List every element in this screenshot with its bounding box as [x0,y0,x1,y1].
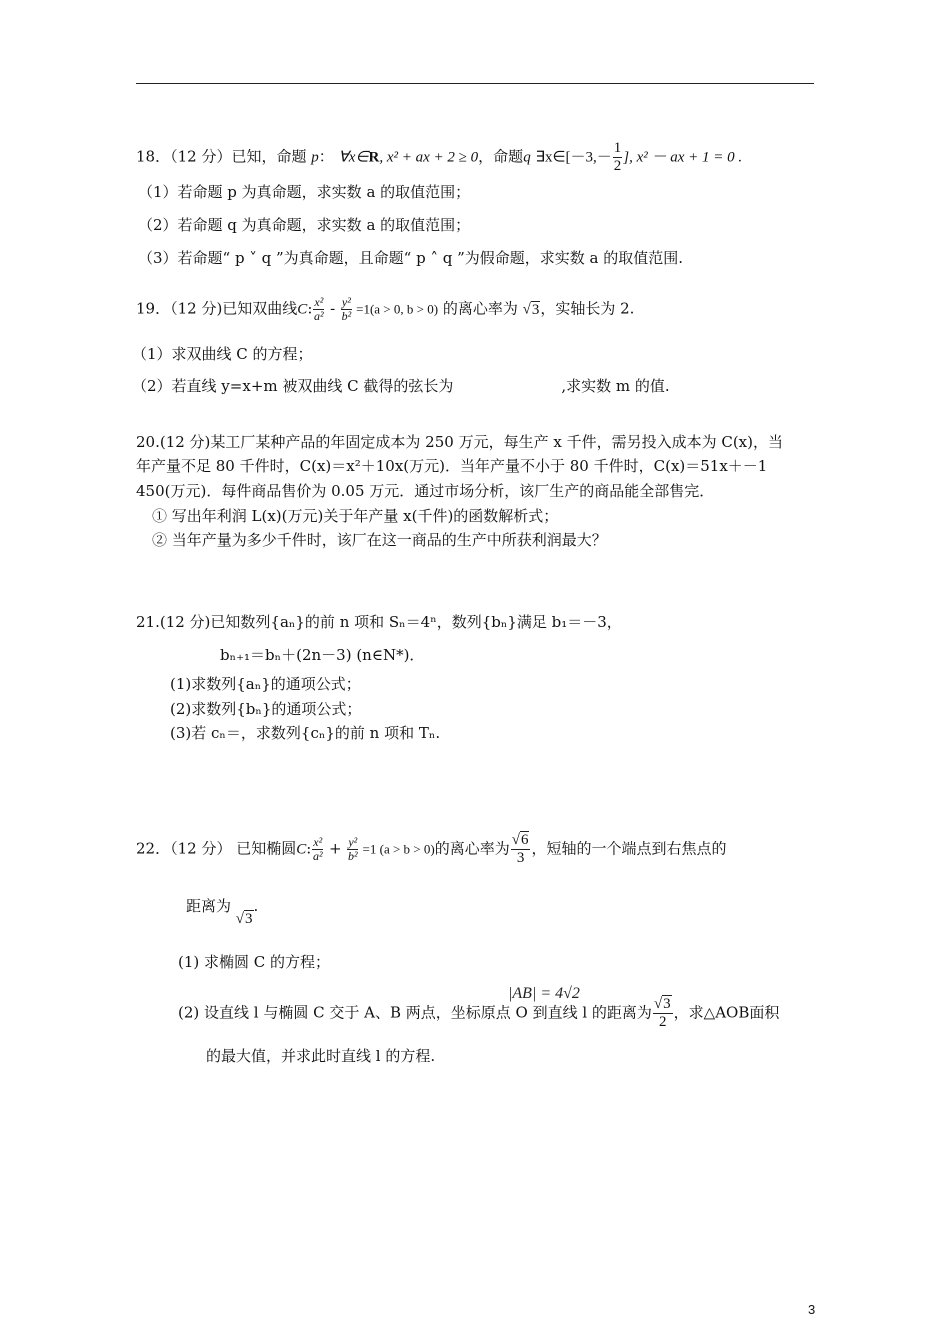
q18-sub2: （2）若命题 q 为真命题，求实数 a 的取值范围； [138,216,471,234]
q22-line2 [186,896,259,927]
q19-C: C [297,301,308,318]
page-number: 3 [808,1302,816,1317]
q19-sub2 [132,376,670,396]
q22-plus: + [324,839,347,858]
q22-C: C [296,841,307,858]
q19-frac-x [313,296,324,323]
q21-line1: 21.(12 分)已知数列{aₙ}的前 n 项和 Sₙ＝4ⁿ，数列{bₙ}满足 b₁＝－3， [136,613,622,631]
q21-sub1: (1)求数列{aₙ}的通项公式； [170,675,361,693]
q19-eq: =1(a > 0, b > 0) [352,301,439,317]
q21-sub2: (2)求数列{bₙ}的通项公式； [170,700,362,718]
q22-eq: =1 (a > b > 0) [359,841,435,857]
q22-dist-sqrt3-value: 3 [663,996,671,1012]
q22-sub2-b: ，求△AOB面积 [673,1003,780,1022]
q22-sqrt3: √3 [235,911,253,927]
q18-sub3: （3）若命题“ p ˅ q ”为真命题，且命题“ p ˄ q ”为假命题，求实数 a 的取值范围. [138,249,684,267]
q18-forall: ∀x∈ [338,149,369,166]
q18-half-num: 1 [613,140,622,156]
q22-sqrt6-value: 6 [520,832,529,848]
q19-tail: ，实轴长为 2. [540,299,635,318]
q21-line2: bₙ₊₁＝bₙ＋(2n－3) (n∈N*)． [220,646,425,664]
q18-R: R [368,149,380,166]
q18-exists: ∃x∈[－3,－ [535,149,612,166]
q18-colon: ： [318,147,334,166]
q19-frac-y [341,296,352,323]
q22-tail: ，短轴的一个端点到右焦点的 [531,839,727,858]
q22-sqrt3-value: 3 [245,911,253,927]
q22-ecc-label: 的离心率为 [434,839,510,858]
q22-head: 22．（12 分） 已知椭圆 [136,839,297,858]
q19-sqrt3-value: 3 [531,301,540,318]
q18-p: p [311,149,319,166]
q22-a2: a² [312,849,323,863]
q18-poly1: , x² + ax + 2 ≥ 0 [379,149,479,166]
q22-period: . [253,897,259,915]
q22-frac-y [347,836,358,863]
q19-b2: b² [341,309,352,323]
header-rule [136,83,814,84]
q18-mid: ，命题 [478,147,524,166]
q21-sub3: (3)若 cₙ＝，求数列{cₙ}的前 n 项和 Tₙ. [170,724,441,742]
q22-sqrt6: √6 [511,832,529,848]
q22-colon: : [306,839,312,858]
q19-line1 [136,296,634,323]
q22-overlap-ab: |AB| = 4√2 [508,985,580,1002]
q19-minus: - [325,299,340,318]
q22-sub2 [178,996,779,1031]
q22-dist-sqrt3: √3 [653,996,671,1012]
q19-sub2-b: ,求实数 m 的值. [561,377,670,395]
q22-y2: y² [348,835,358,849]
q19-a2: a² [314,309,324,323]
q22-sub1: (1) 求椭圆 C 的方程； [178,953,331,971]
q22-sub2-cont: 的最大值，并求此时直线 l 的方程. [206,1047,436,1065]
q19-sqrt3: √3 [522,301,540,318]
q22-distance-label: 距离为 [186,897,232,915]
q19-colon: : [307,299,313,318]
q22-b2: b² [348,849,358,863]
q18-sub1: （1）若命题 p 为真命题，求实数 a 的取值范围； [138,183,471,201]
q22-dist-fraction [653,996,673,1031]
q22-den3: 3 [516,850,525,866]
q22-line1 [136,832,726,867]
q19-x2: x² [314,295,324,309]
q20-line3: 450(万元)．每件商品售价为 0.05 万元．通过市场分析，该厂生产的商品能全部售完． [136,482,715,500]
q18-line1 [136,140,742,175]
q19-y2: y² [341,295,351,309]
q20-sub1: ① 写出年利润 L(x)(万元)关于年产量 x(千件)的函数解析式； [152,507,559,525]
q22-sub2-a: (2) 设直线 l 与椭圆 C 交于 A、B 两点，坐标原点 O 到直线 l 的距离为 [178,1003,652,1022]
q22-x2: x² [313,835,323,849]
q19-ecc-label: 的离心率为 [438,299,518,318]
q22-frac-x [312,836,323,863]
q18-half-fraction [613,140,623,175]
q22-ecc-fraction [511,832,531,867]
q18-head: 18．（12 分）已知，命题 [136,147,307,166]
q22-dist-den: 2 [659,1014,667,1030]
q19-sub2-a: （2）若直线 y=x+m 被双曲线 C 截得的弦长为 [132,377,454,395]
q19-sub1: （1）求双曲线 C 的方程； [132,345,313,363]
q20-line2: 年产量不足 80 千件时，C(x)＝x²＋10x(万元)．当年产量不小于 80 千件时，C(x)＝51x＋－1 [136,457,768,475]
q20-sub2: ② 当年产量为多少千件时，该厂在这一商品的生产中所获利润最大？ [152,531,607,549]
q18-poly2: ], x² － ax + 1 = 0 . [623,149,743,166]
q18-q: q [523,149,531,166]
q19-head: 19．（12 分)已知双曲线 [136,299,298,318]
q20-line1: 20.(12 分)某工厂某种产品的年固定成本为 250 万元，每生产 x 千件，需另投入成本为 C(x)，当 [136,433,783,451]
q18-half-den: 2 [613,158,622,174]
